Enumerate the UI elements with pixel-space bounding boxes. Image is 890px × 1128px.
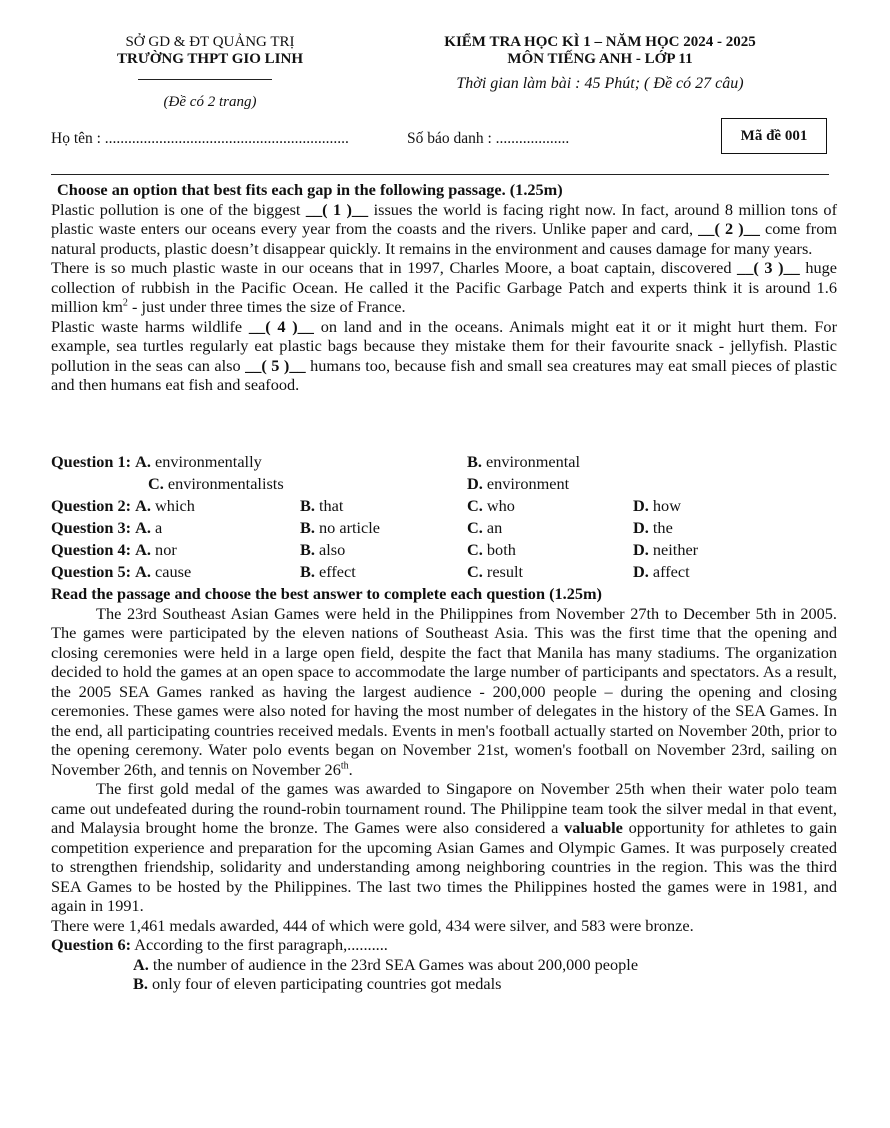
option-a[interactable]: a (155, 518, 163, 537)
question-6-option-b[interactable]: B. only four of eleven participating countries got medals (133, 974, 502, 993)
question-2-row: Question 2: A. which B. that C. who D. how (51, 496, 681, 515)
section-2-passage (51, 584, 837, 994)
reading-paragraph-3: There were 1,461 medals awarded, 444 of which were gold, 434 were silver, and 583 were bronze. (51, 915, 694, 935)
question-6-option-a[interactable]: A. the number of audience in the 23rd SEA Games was about 200,000 people (133, 954, 639, 974)
question-label: Question 5: (51, 562, 132, 581)
question-label: Question 2: (51, 496, 132, 515)
option-d[interactable]: the (652, 518, 673, 537)
school-name: TRƯỜNG THPT GIO LINH (116, 51, 303, 67)
option-a[interactable]: which (155, 496, 195, 515)
reading-paragraph-2: The first gold medal of the games was awarded to Singapore on November 25th when their water polo team came out undefeated during the round-robin tournament round. The Philippine team took the silver medal in that event, and Malaysia brought home the bronze. The Games were also considered a valuable opportunity for athletes to gain competition experience and preparation for the upcoming Asian Games and Olympic Games. It was purposely created to strengthen friendship, solidarity and understanding among neighboring countries in the region. This was the third SEA Games to be hosted by the Philippines. The last two times the Philippines hosted the games were in 1981, and again in 1991. (51, 779, 837, 915)
gap-1: __( 1 )__ (305, 199, 369, 219)
question-label: Question 1: (51, 452, 132, 471)
section-1-heading: Choose an option that best fits each gap in the following passage. (1.25m) (57, 180, 563, 199)
question-1-row-2: C. environmentalists D. environment (148, 474, 570, 493)
department-name: SỞ GD & ĐT QUẢNG TRỊ (125, 34, 295, 50)
passage-paragraph-1: Plastic pollution is one of the biggest __( 1 )__ issues the world is facing right now. In fact, around 8 million tons of plastic waste enters our oceans every year from the coasts and the rivers. Unlike paper and card, __( 2 )__ come from natural products, plastic doesn’t disappear quickly. It remains in the environment and causes damage for many years. (51, 199, 838, 258)
question-6-stem: Question 6: According to the first paragraph,.......... (51, 935, 388, 954)
section-1-passage (51, 180, 837, 395)
question-options-table (51, 452, 837, 584)
option-c[interactable]: both (486, 540, 516, 559)
question-4-row: Question 4: A. nor B. also C. both D. neither (51, 540, 699, 559)
gap-2: __( 2 )__ (698, 219, 760, 238)
header-divider-long (51, 174, 829, 175)
option-c[interactable]: who (486, 496, 515, 515)
header-divider-short (138, 79, 272, 80)
question-3-row: Question 3: A. a B. no article C. an D. the (51, 518, 673, 537)
exam-code-box: Mã đề 001 (721, 118, 827, 154)
option-b[interactable]: no article (319, 518, 381, 537)
section-2-heading: Read the passage and choose the best answer to complete each question (1.25m) (51, 584, 602, 603)
reading-paragraph-1: The 23rd Southeast Asian Games were held in the Philippines from November 27th to December 5th in 2005. The games were participated by the eleven nations of Southeast Asia. This was the first time that the opening and closing ceremonies were held in a large open field, despite the fact that Manila has many stadiums. The organization decided to hold the games at an open space to accommodate the large number of participants and spectators. As a result, the 2005 SEA Games ranked as having the largest audience - 200,000 people – during the opening and closing ceremonies. These games were also noted for having the most number of delegates in the history of the SEA Games. In the end, all participating countries received medals. Events in men's football actually started on November 20th, prior to the opening ceremony. Water polo events began on November 21st, women's football on November 23rd, sailing on November 26th, and tennis on November 26th. (51, 603, 837, 779)
subject-title: MÔN TIẾNG ANH - LỚP 11 (507, 51, 693, 67)
student-id-field: Số báo danh : ................... (407, 130, 570, 147)
option-a[interactable]: environmentally (155, 452, 262, 471)
option-d[interactable]: affect (652, 562, 690, 581)
option-a[interactable]: nor (155, 540, 177, 559)
time-note: Thời gian làm bài : 45 Phút; ( Đề có 27 câu) (456, 75, 744, 92)
option-c[interactable]: an (486, 518, 503, 537)
option-d[interactable]: how (652, 496, 681, 515)
question-label: Question 3: (51, 518, 132, 537)
pages-note: (Đề có 2 trang) (163, 94, 257, 110)
option-b[interactable]: effect (319, 562, 356, 581)
passage-paragraph-3: Plastic waste harms wildlife __( 4 )__ on land and in the oceans. Animals might eat it or it might hurt them. For example, sea turtles regularly eat plastic bags because they mistake them for their favourite snack - jellyfish. Plastic pollution in the seas can also __( 5 )__ humans too, because fish and small sea creatures may eat small pieces of plastic and then humans eat fish and seafood. (51, 316, 838, 394)
option-c[interactable]: result (486, 562, 524, 581)
option-c[interactable]: environmentalists (167, 474, 284, 493)
student-name-field: Họ tên : ............................................................... (51, 130, 349, 147)
option-b[interactable]: environmental (486, 452, 581, 471)
highlighted-word: valuable (564, 818, 623, 837)
option-b[interactable]: also (319, 540, 346, 559)
option-d[interactable]: environment (486, 474, 570, 493)
passage-paragraph-2: There is so much plastic waste in our oceans that in 1997, Charles Moore, a boat captain, discovered __( 3 )__ huge collection of rubbish in the Pacific Ocean. He called it the Pacific Garbage Patch and experts think it is around 1.6 million $km^2$ - just under three times the size of France. (51, 258, 838, 316)
question-label: Question 4: (51, 540, 132, 559)
exam-title: KIỂM TRA HỌC KÌ 1 – NĂM HỌC 2024 - 2025 (444, 34, 756, 50)
gap-3: __( 3 )__ (737, 258, 800, 277)
gap-5: __( 5 )__ (245, 355, 306, 375)
question-5-row: Question 5: A. cause B. effect C. result D. affect (51, 562, 690, 581)
gap-4: __( 4 )__ (248, 316, 314, 336)
option-b[interactable]: that (319, 496, 344, 515)
option-a[interactable]: cause (155, 562, 192, 581)
option-d[interactable]: neither (652, 540, 699, 559)
question-1-row-1: Question 1: A. environmentally B. environmental (51, 452, 581, 471)
